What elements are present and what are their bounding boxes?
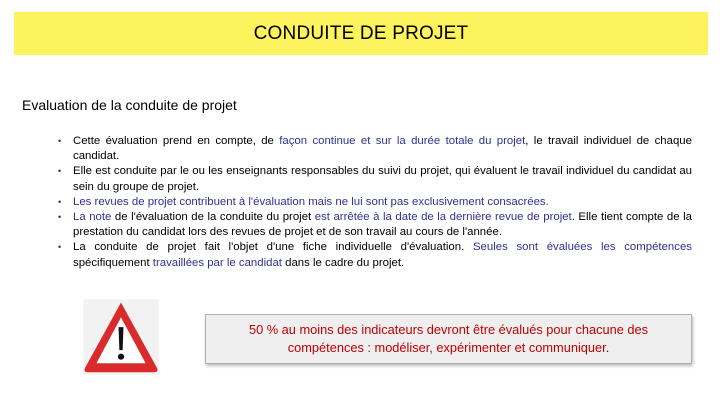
bullet-highlight: Seules sont évaluées les compétences xyxy=(472,241,692,254)
page-title: CONDUITE DE PROJET xyxy=(253,22,469,44)
bullet-text: Elle est conduite par le ou les enseignants responsables du suivi du projet, qui évaluent le travail individuel du candidat au sein du groupe de projet. xyxy=(73,165,692,193)
bullet-highlight: La note xyxy=(73,211,112,224)
callout-box xyxy=(205,314,692,364)
bullet-highlight: travaillées par le candidat xyxy=(152,256,282,269)
warning-icon xyxy=(80,296,162,378)
bullet-list xyxy=(58,134,692,271)
bullet-text: spécifiquement xyxy=(73,256,153,269)
callout-text: 50 % au moins des indicateurs devront être évalués pour chacune des compétences : modéliser, expérimenter et communiquer. xyxy=(248,322,649,355)
section-heading: Evaluation de la conduite de projet xyxy=(22,97,237,113)
list-item xyxy=(58,240,692,270)
bullet-highlight: Les revues de projet contribuent à l'évaluation mais ne lui sont pas exclusivement consacrées. xyxy=(73,195,549,208)
bullet-text: Cette évaluation prend en compte, de xyxy=(73,135,280,147)
bullet-text: , le travail individuel de chaque candidat. xyxy=(73,135,692,163)
list-item xyxy=(58,210,692,240)
bullet-highlight: façon continue et sur la durée totale du projet xyxy=(279,135,526,147)
title-banner xyxy=(14,12,708,55)
bullet-text: La conduite de projet fait l'objet d'une fiche individuelle d'évaluation. xyxy=(73,241,473,254)
bullet-text: dans le cadre du projet. xyxy=(281,256,405,269)
bullet-text: . Elle tient compte de la prestation du candidat lors des revues de projet et de son travail au cours de l'année. xyxy=(73,211,692,239)
bullet-text: de l'évaluation de la conduite du projet xyxy=(111,211,315,224)
list-item xyxy=(58,134,692,164)
bullet-highlight: est arrêtée à la date de la dernière revue de projet xyxy=(314,211,572,224)
list-item xyxy=(58,195,692,210)
list-item xyxy=(58,164,692,194)
